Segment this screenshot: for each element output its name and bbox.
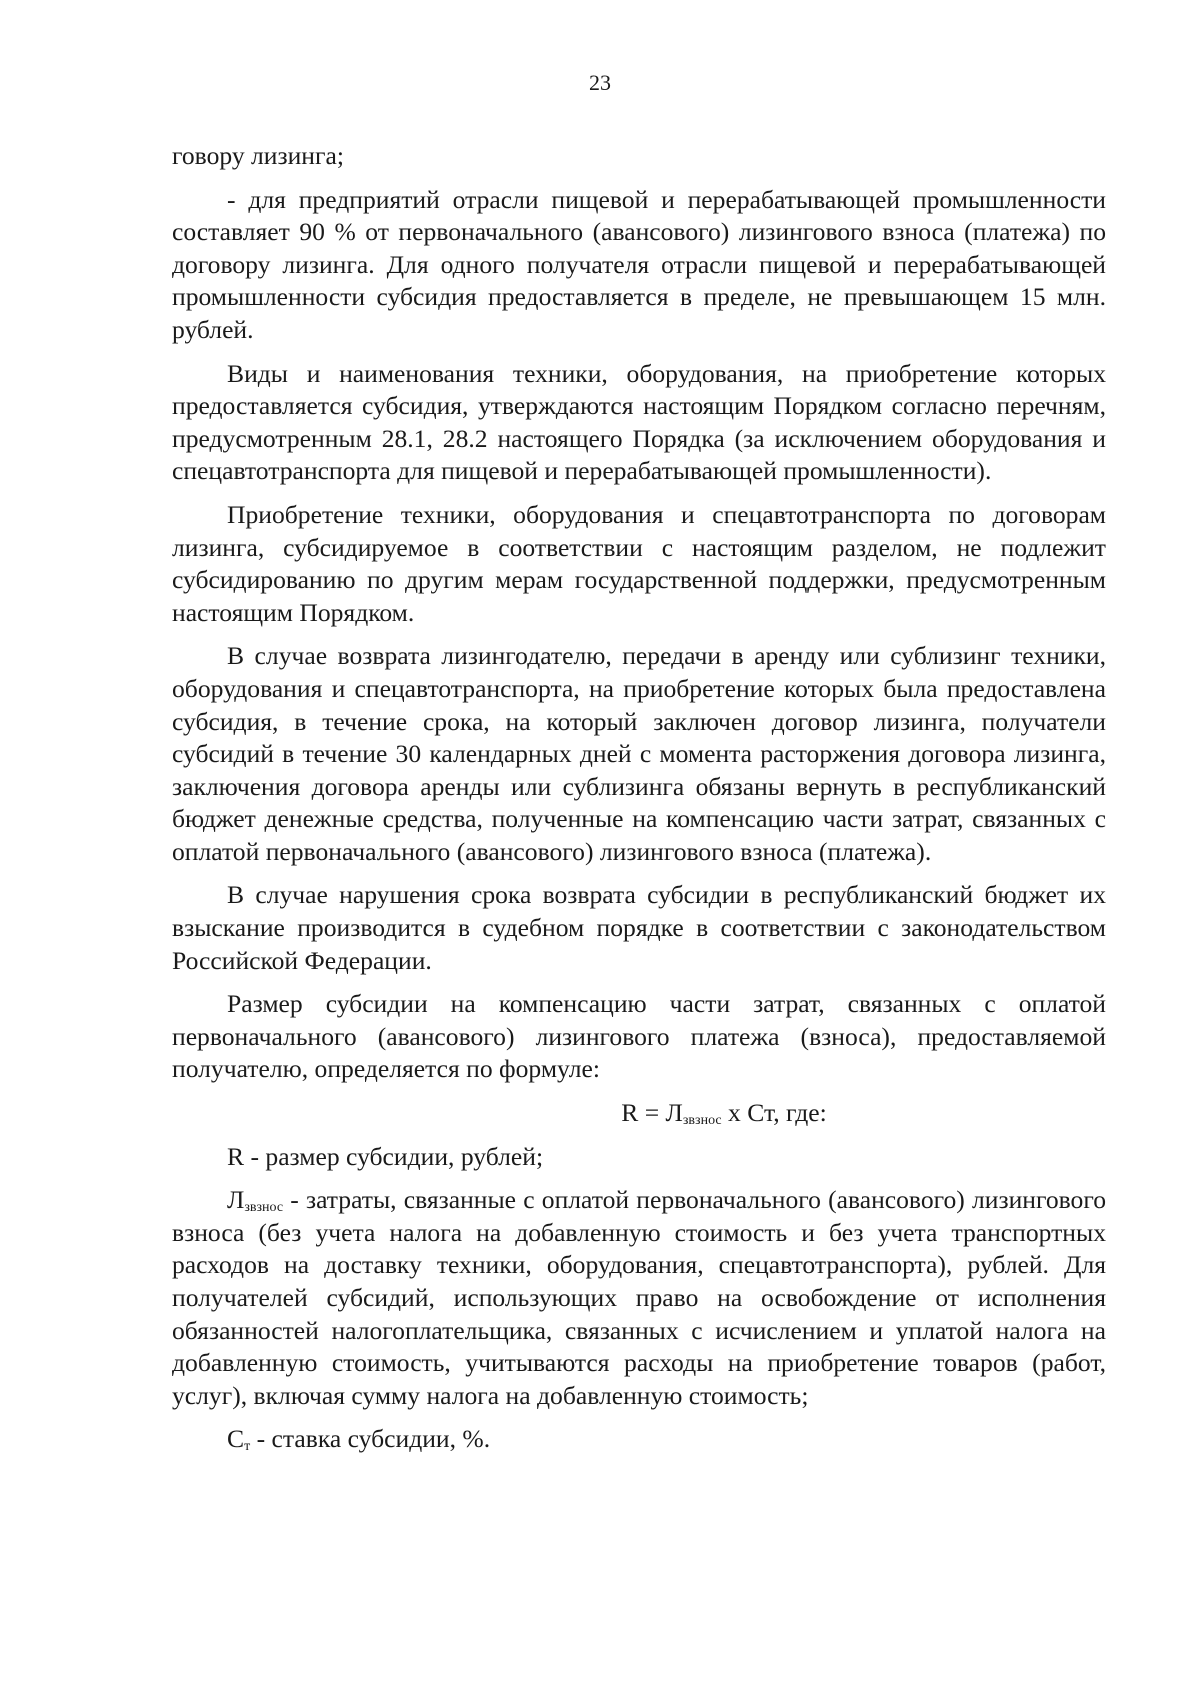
document-body [172, 140, 1106, 1467]
definition-ct-text: - ставка субсидии, %. [250, 1424, 491, 1454]
paragraph-equipment-types: Виды и наименования техники, оборудования, на приобретение которых предоставляется субсидия, утверждаются настоящим Порядком согласно перечням, предусмотренным 28.1, 28.2 настоящего Порядка (за исключением оборудования и спецавтотранспорта для пищевой и перерабатывающей промышленности). [172, 358, 1106, 486]
definition-ct-subscript: т [244, 1439, 251, 1455]
formula-rhs: х Ст, где: [721, 1098, 827, 1128]
page-number: 23 [589, 70, 611, 95]
paragraph-refund-case: В случае возврата лизингодателю, передачи в аренду или сублизинг техники, оборудования и спецавтотранспорта, на приобретение которых была предоставлена субсидия, в течение срока, на который заключен договор лизинга, получатели субсидий в течение 30 календарных дней с момента расторжения договора лизинга, заключения договора аренды или сублизинга обязаны вернуть в республиканский бюджет денежные средства, полученные на компенсацию части затрат, связанных с оплатой первоначального (авансового) лизингового взноса (платежа). [172, 641, 1106, 866]
subsidy-formula [172, 1097, 1106, 1130]
paragraph-food-industry: - для предприятий отрасли пищевой и перерабатывающей промышленности составляет 90 % от первоначального (авансового) лизингового взноса (платежа) по договору лизинга. Для одного получателя отрасли пищевой и перерабатывающей промышленности субсидия предоставляется в пределе, не превышающем 15 млн. рублей. [172, 184, 1106, 344]
paragraph-continuation: говору лизинга; [172, 141, 344, 170]
definition-l [172, 1184, 1106, 1412]
definition-l-symbol: Л [227, 1185, 245, 1215]
paragraph-size-intro: Размер субсидии на компенсацию части затрат, связанных с оплатой первоначального (авансового) лизингового платежа (взноса), предоставляемой получателю, определяется по формуле: [172, 989, 1106, 1084]
definition-ct-symbol: С [227, 1424, 245, 1454]
paragraph-no-double-subsidy: Приобретение техники, оборудования и спецавтотранспорта по договорам лизинга, субсидируемое в соответствии с настоящим разделом, не подлежит субсидированию по другим мерам государственной поддержки, предусмотренным настоящим Порядком. [172, 499, 1106, 627]
paragraph-violation-case: В случае нарушения срока возврата субсидии в республиканский бюджет их взыскание производится в судебном порядке в соответствии с законодательством Российской Федерации. [172, 880, 1106, 975]
definition-r: R - размер субсидии, рублей; [227, 1141, 544, 1171]
formula-lhs: R = Л [621, 1098, 683, 1128]
formula-subscript: звзнос [682, 1113, 722, 1129]
definition-l-text: - затраты, связанные с оплатой первоначального (авансового) лизингового взноса (без учета налога на добавленную стоимость и без учета транспортных расходов на доставку техники, оборудования, спецавтотранспорта), рублей. Для получателей субсидий, использующих право на освобождение от исполнения обязанностей налогоплательщика, связанных с исчислением и уплатой налога на добавленную стоимость, учитываются расходы на приобретение товаров (работ, услуг), включая сумму налога на добавленную стоимость; [172, 1185, 1106, 1410]
definition-ct [172, 1423, 1106, 1456]
definition-l-subscript: звзнос [244, 1200, 284, 1216]
